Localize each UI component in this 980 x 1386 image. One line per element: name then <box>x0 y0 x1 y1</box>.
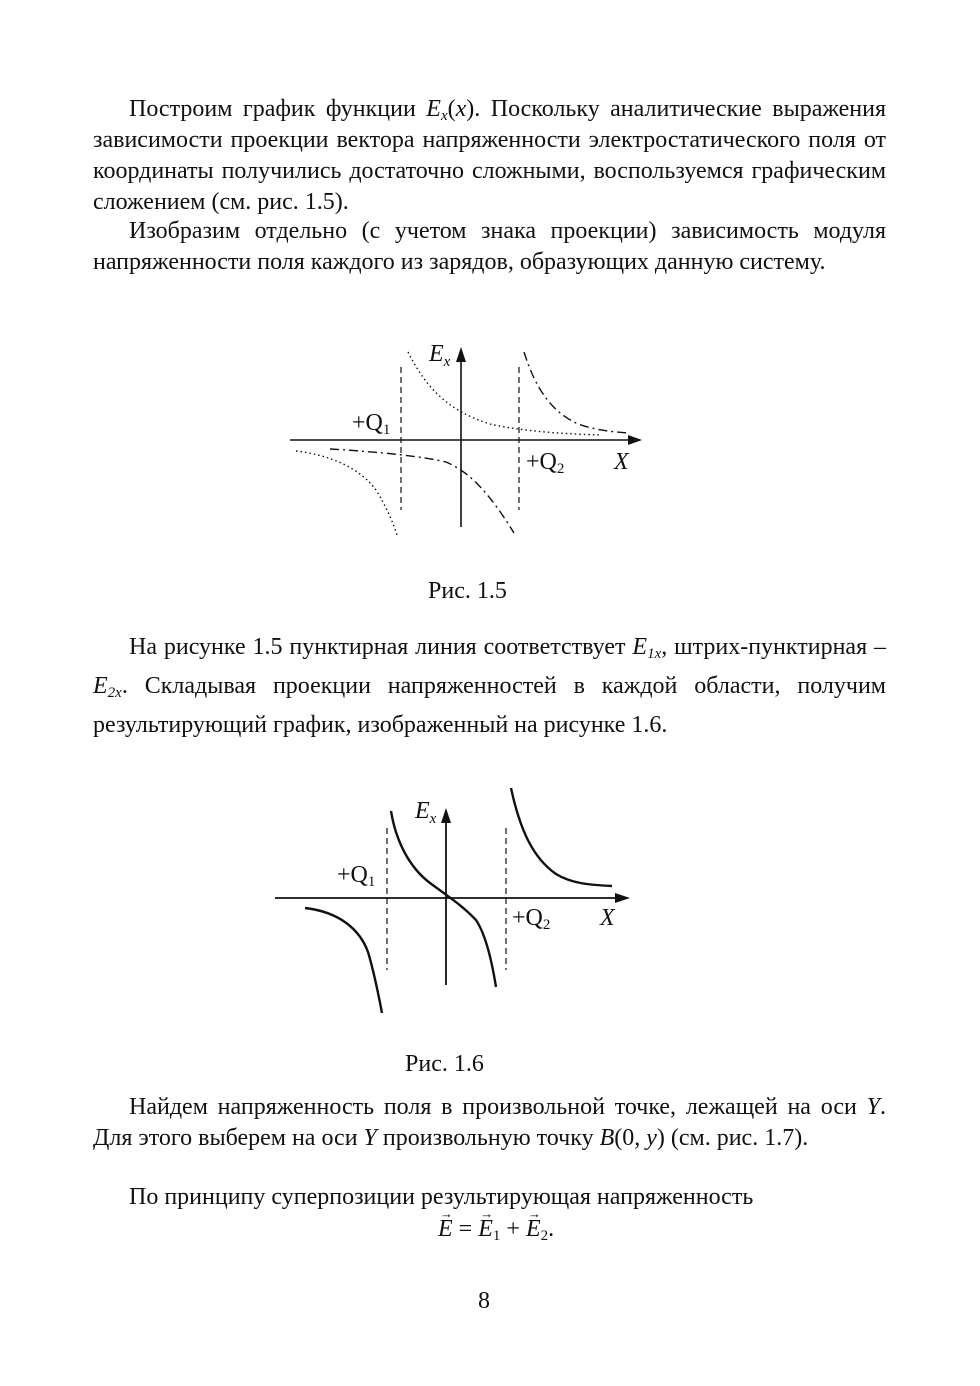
fig16-middle-branch <box>391 811 496 987</box>
fig15-charge-q2: +Q2 <box>526 449 565 477</box>
paragraph-3: На рисунке 1.5 пунктирная линия соответствует $E_{1x}$, штрих-пунктирная – $E_{2x}$. Складывая проекции напряженностей в каждой области, получим результирующий график, изображенный на рисунке 1.6. <box>93 634 886 738</box>
paragraph-5: По принципу суперпозиции результирующая напряженность <box>129 1184 754 1210</box>
fig16-left-branch <box>305 908 382 1013</box>
fig15-charge-q1: +Q1 <box>352 410 391 438</box>
paragraph-4: Найдем напряженность поля в произвольной точке, лежащей на оси Y. Для этого выберем на оси Y произвольную точку B(0, y) (см. рис. 1.7). <box>93 1094 886 1151</box>
fig16-charge-q2: +Q2 <box>512 905 551 933</box>
fig16-x-label: X <box>600 905 615 931</box>
fig16-charge-q1: +Q1 <box>337 862 376 890</box>
fig16-y-arrow-icon <box>441 808 451 823</box>
figure-1-5-caption: Рис. 1.5 <box>428 578 507 604</box>
fig16-y-label: $E_x$ <box>415 798 437 827</box>
fig15-y-label: $E_x$ <box>429 341 451 370</box>
fig16-right-branch <box>511 788 612 886</box>
superposition-formula: → E = → $E_1$ + → $E_2$. <box>438 1212 554 1246</box>
page-number: 8 <box>478 1288 490 1314</box>
paragraph-1: Построим график функции $E_x(x)$. Поскольку аналитические выражения зависимости проекции вектора напряженности электростатического поля от координаты получились достаточно сложными, воспользуемся графическим сложением (см. рис. 1.5). <box>93 96 886 215</box>
paragraph-2: Изобразим отдельно (с учетом знака проекции) зависимость модуля напряженности поля каждого из зарядов, образующих данную систему. <box>93 218 886 275</box>
fig15-x-label: X <box>614 449 629 475</box>
figure-1-6-caption: Рис. 1.6 <box>405 1051 484 1077</box>
fig16-x-arrow-icon <box>615 893 630 903</box>
